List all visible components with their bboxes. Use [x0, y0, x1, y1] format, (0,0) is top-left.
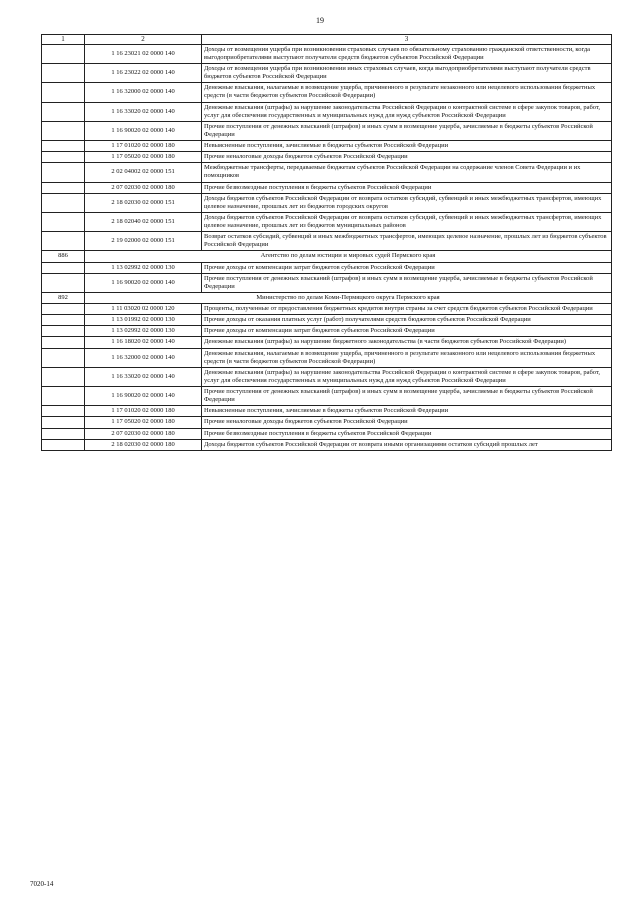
- administrator-cell: [42, 64, 85, 83]
- revenue-description: Прочие доходы от оказания платных услуг (работ) получателями средств бюджетов субъектов Российской Федерации: [202, 315, 612, 326]
- revenue-description: Невыясненные поступления, зачисляемые в бюджеты субъектов Российской Федерации: [202, 141, 612, 152]
- administrator-cell: [42, 102, 85, 121]
- administrator-cell: [42, 141, 85, 152]
- revenue-description: Прочие поступления от денежных взысканий (штрафов) и иных сумм в возмещение ущерба, зачисляемые в бюджеты субъектов Российской Федерации: [202, 121, 612, 140]
- administrator-cell: [42, 439, 85, 450]
- budget-classification-code: 1 13 01992 02 0000 130: [85, 315, 202, 326]
- budget-classification-code: 1 17 05020 02 0000 180: [85, 152, 202, 163]
- budget-classification-code: 1 16 33020 02 0000 140: [85, 367, 202, 386]
- revenue-description: Доходы бюджетов субъектов Российской Федерации от возврата остатков субсидий, субвенций и иных межбюджетных трансфертов, имеющих целевое назначение, прошлых лет из бюджетов муниципальных районов: [202, 212, 612, 231]
- table-row: [42, 304, 612, 315]
- table-row: [42, 163, 612, 182]
- table-row: [42, 193, 612, 212]
- revenue-description: Прочие доходы от компенсации затрат бюджетов субъектов Российской Федерации: [202, 262, 612, 273]
- administrator-cell: [42, 182, 85, 193]
- administrator-cell: [42, 152, 85, 163]
- column-header-1: 1: [42, 35, 85, 45]
- table-row: [42, 102, 612, 121]
- revenue-description: Прочие неналоговые доходы бюджетов субъектов Российской Федерации: [202, 152, 612, 163]
- budget-classification-code: 1 17 01020 02 0000 180: [85, 141, 202, 152]
- administrator-name: Агентство по делам юстиции и мировых судей Пермского края: [85, 251, 612, 262]
- table-row: [42, 337, 612, 348]
- table-row: [42, 387, 612, 406]
- revenue-description: Прочие поступления от денежных взысканий (штрафов) и иных сумм в возмещение ущерба, зачисляемые в бюджеты субъектов Российской Федерации: [202, 273, 612, 292]
- revenue-description: Межбюджетные трансферты, передаваемые бюджетам субъектов Российской Федерации на содержание членов Совета Федерации и их помощников: [202, 163, 612, 182]
- administrator-cell: [42, 304, 85, 315]
- column-header-2: 2: [85, 35, 202, 45]
- administrator-cell: [42, 367, 85, 386]
- revenue-description: Возврат остатков субсидий, субвенций и иных межбюджетных трансфертов, имеющих целевое назначение, прошлых лет из бюджетов субъектов Российской Федерации: [202, 232, 612, 251]
- table-row: [42, 141, 612, 152]
- revenue-description: Прочие неналоговые доходы бюджетов субъектов Российской Федерации: [202, 417, 612, 428]
- revenue-description: Доходы от возмещения ущерба при возникновении страховых случаев по обязательному страхованию гражданской ответственности, когда выгодоприобретателями выступают получатели средств бюджетов субъектов Российской Федерации: [202, 44, 612, 63]
- revenue-description: Проценты, полученные от предоставления бюджетных кредитов внутри страны за счет средств бюджетов субъектов Российской Федерации: [202, 304, 612, 315]
- table-row: [42, 348, 612, 367]
- budget-classification-code: 1 16 90020 02 0000 140: [85, 273, 202, 292]
- budget-classification-code: 1 11 03020 02 0000 120: [85, 304, 202, 315]
- footer-code: 7020-14: [30, 880, 54, 888]
- revenue-description: Невыясненные поступления, зачисляемые в бюджеты субъектов Российской Федерации: [202, 406, 612, 417]
- budget-classification-code: 2 18 02030 02 0000 180: [85, 439, 202, 450]
- budget-classification-code: 2 19 02000 02 0000 151: [85, 232, 202, 251]
- table-row: [42, 44, 612, 63]
- administrator-cell: [42, 428, 85, 439]
- revenue-description: Денежные взыскания, налагаемые в возмещение ущерба, причиненного в результате незаконного или нецелевого использования бюджетных средств (в части бюджетов субъектов Российской Федерации): [202, 348, 612, 367]
- budget-classification-code: 1 17 05020 02 0000 180: [85, 417, 202, 428]
- page-number: 19: [316, 16, 324, 25]
- table-row: [42, 273, 612, 292]
- table-row: [42, 315, 612, 326]
- budget-classification-code: 1 16 90020 02 0000 140: [85, 121, 202, 140]
- administrator-cell: [42, 44, 85, 63]
- budget-classification-code: 1 16 23021 02 0000 140: [85, 44, 202, 63]
- table-row: [42, 262, 612, 273]
- budget-classification-code: 2 18 02040 02 0000 151: [85, 212, 202, 231]
- administrator-code: 886: [42, 251, 85, 262]
- column-header-3: 3: [202, 35, 612, 45]
- revenue-description: Прочие поступления от денежных взысканий (штрафов) и иных сумм в возмещение ущерба, зачисляемые в бюджеты субъектов Российской Федерации: [202, 387, 612, 406]
- revenue-codes-table: [41, 34, 612, 451]
- administrator-cell: [42, 121, 85, 140]
- administrator-cell: [42, 212, 85, 231]
- administrator-cell: [42, 193, 85, 212]
- administrator-cell: [42, 348, 85, 367]
- table-column-numbers: [42, 35, 612, 45]
- table-row: [42, 182, 612, 193]
- budget-classification-code: 2 18 02030 02 0000 151: [85, 193, 202, 212]
- budget-classification-code: 1 16 32000 02 0000 140: [85, 83, 202, 102]
- revenue-description: Прочие безвозмездные поступления в бюджеты субъектов Российской Федерации: [202, 182, 612, 193]
- table-row: [42, 64, 612, 83]
- table-row: [42, 326, 612, 337]
- budget-classification-code: 2 02 04002 02 0000 151: [85, 163, 202, 182]
- table-row: [42, 439, 612, 450]
- budget-classification-code: 1 16 90020 02 0000 140: [85, 387, 202, 406]
- table-row: [42, 367, 612, 386]
- revenue-description: Доходы от возмещения ущерба при возникновении иных страховых случаев, когда выгодоприобретателями выступают получатели средств бюджетов субъектов Российской Федерации: [202, 64, 612, 83]
- administrator-cell: [42, 387, 85, 406]
- table-row: [42, 428, 612, 439]
- administrator-cell: [42, 163, 85, 182]
- revenue-description: Доходы бюджетов субъектов Российской Федерации от возврата остатков субсидий, субвенций и иных межбюджетных трансфертов, имеющих целевое назначение, прошлых лет из бюджетов городских округов: [202, 193, 612, 212]
- budget-classification-code: 1 16 33020 02 0000 140: [85, 102, 202, 121]
- table-row: [42, 406, 612, 417]
- revenue-description: Денежные взыскания (штрафы) за нарушение бюджетного законодательства (в части бюджетов субъектов Российской Федерации): [202, 337, 612, 348]
- budget-classification-code: 1 16 23022 02 0000 140: [85, 64, 202, 83]
- administrator-cell: [42, 417, 85, 428]
- administrator-name: Министерство по делам Коми-Пермяцкого округа Пермского края: [85, 292, 612, 303]
- table-row: [42, 121, 612, 140]
- table-row: [42, 83, 612, 102]
- table-row: [42, 152, 612, 163]
- revenue-description: Прочие доходы от компенсации затрат бюджетов субъектов Российской Федерации: [202, 326, 612, 337]
- administrator-cell: [42, 337, 85, 348]
- budget-classification-code: 1 13 02992 02 0000 130: [85, 326, 202, 337]
- table-row: [42, 232, 612, 251]
- revenue-description: Денежные взыскания (штрафы) за нарушение законодательства Российской Федерации о контрактной системе в сфере закупок товаров, работ, услуг для обеспечения государственных и муниципальных нужд для нужд субъектов Российской Федерации: [202, 102, 612, 121]
- administrator-cell: [42, 232, 85, 251]
- table-row: [42, 212, 612, 231]
- administrator-header-row: [42, 292, 612, 303]
- revenue-description: Денежные взыскания (штрафы) за нарушение законодательства Российской Федерации о контрактной системе в сфере закупок товаров, работ, услуг для обеспечения государственных и муниципальных нужд для нужд субъектов Российской Федерации: [202, 367, 612, 386]
- revenue-description: Прочие безвозмездные поступления в бюджеты субъектов Российской Федерации: [202, 428, 612, 439]
- administrator-cell: [42, 315, 85, 326]
- budget-classification-code: 1 17 01020 02 0000 180: [85, 406, 202, 417]
- budget-classification-code: 2 07 02030 02 0000 180: [85, 182, 202, 193]
- table-row: [42, 417, 612, 428]
- budget-classification-code: 1 16 18020 02 0000 140: [85, 337, 202, 348]
- administrator-cell: [42, 83, 85, 102]
- revenue-description: Денежные взыскания, налагаемые в возмещение ущерба, причиненного в результате незаконного или нецелевого использования бюджетных средств (в части бюджетов субъектов Российской Федерации): [202, 83, 612, 102]
- administrator-cell: [42, 262, 85, 273]
- administrator-cell: [42, 406, 85, 417]
- budget-classification-code: 2 07 02030 02 0000 180: [85, 428, 202, 439]
- administrator-header-row: [42, 251, 612, 262]
- budget-classification-code: 1 16 32000 02 0000 140: [85, 348, 202, 367]
- budget-classification-code: 1 13 02992 02 0000 130: [85, 262, 202, 273]
- table-body: [42, 44, 612, 450]
- administrator-cell: [42, 326, 85, 337]
- administrator-cell: [42, 273, 85, 292]
- administrator-code: 892: [42, 292, 85, 303]
- revenue-description: Доходы бюджетов субъектов Российской Федерации от возврата иными организациями остатков субсидий прошлых лет: [202, 439, 612, 450]
